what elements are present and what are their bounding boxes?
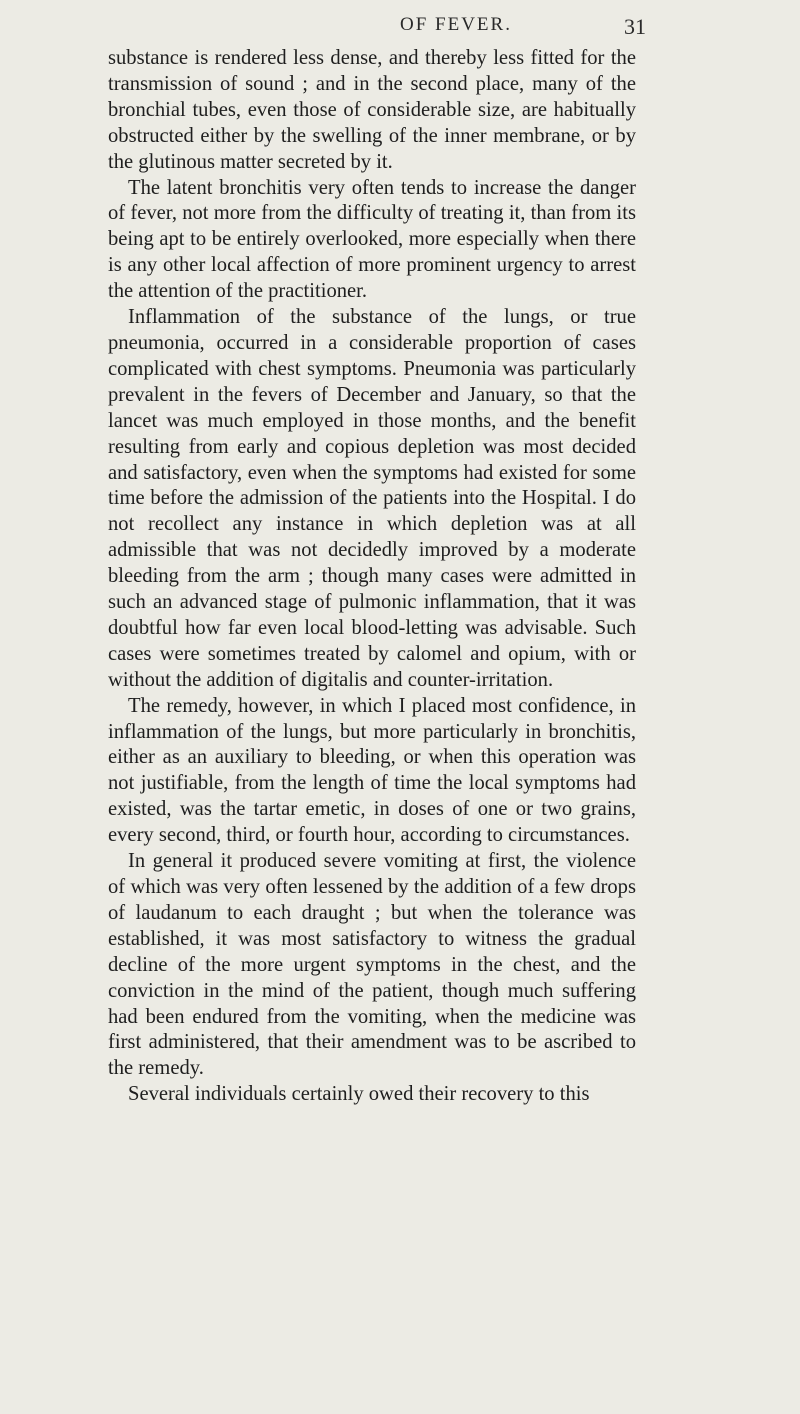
body-text: [108, 46, 636, 1108]
paragraph-3: Inflammation of the substance of the lungs, or true pneumonia, occurred in a considerable proportion of cases complicated with chest symptoms. Pneumonia was particularly prevalent in the fevers of December and January, so that the lancet was much employed in those months, and the benefit resulting from early and copious depletion was most decided and satisfactory, even when the symptoms had existed for some time before the admission of the patients into the Hospital. I do not recollect any instance in which depletion was at all admissible that was not decidedly improved by a moderate bleeding from the arm ; though many cases were admitted in such an advanced stage of pulmonic inflammation, that it was doubtful how far even local blood-letting was advisable. Such cases were sometimes treated by calomel and opium, with or without the addition of digitalis and counter-irritation.: [108, 306, 636, 691]
paragraph-1: substance is rendered less dense, and thereby less fitted for the transmission of sound ; and in the second place, many of the bronchial tubes, even those of considerable size, are habitually obstructed either by the swelling of the inner membrane, or by the glutinous matter secreted by it.: [108, 47, 636, 173]
paragraph-6: Several individuals certainly owed their recovery to this: [128, 1083, 590, 1106]
running-head: OF FEVER.: [400, 14, 512, 35]
paragraph-5: In general it produced severe vomiting at first, the violence of which was very often lessened by the addition of a few drops of laudanum to each draught ; but when the tolerance was established, it was most satisfactory to witness the gradual decline of the more urgent symptoms in the chest, and the conviction in the mind of the patient, though much suffering had been endured from the vomiting, when the medicine was first administered, that their amendment was to be ascribed to the remedy.: [108, 850, 636, 1080]
paragraph-2: The latent bronchitis very often tends to increase the danger of fever, not more from the difficulty of treating it, than from its being apt to be entirely overlooked, more especially when there is any other local affection of more prominent urgency to arrest the attention of the practitioner.: [108, 176, 636, 303]
paragraph-4: The remedy, however, in which I placed most confidence, in inflammation of the lungs, but more particularly in bronchitis, either as an auxiliary to bleeding, or when this operation was not justifiable, from the length of time the local symptoms had existed, was the tartar emetic, in doses of one or two grains, every second, third, or fourth hour, according to circumstances.: [108, 694, 636, 847]
page-number: 31: [624, 14, 646, 39]
